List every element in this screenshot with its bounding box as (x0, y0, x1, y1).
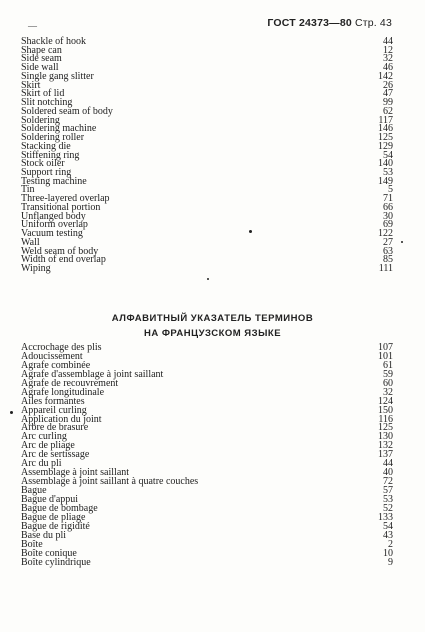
entry-page-number: 54 (383, 520, 393, 532)
index-entry (21, 90, 393, 99)
index-entry (21, 265, 393, 274)
entry-term: Skirt (21, 79, 41, 91)
entry-page-number: 72 (383, 476, 393, 488)
index-entry (21, 134, 393, 143)
entry-term: Agrafe d'assemblage à joint saillant (21, 368, 164, 380)
entry-page-number: 130 (378, 431, 393, 443)
entry-page-number: 27 (383, 236, 393, 248)
entry-page-number: 9 (388, 556, 393, 568)
scan-speck (207, 278, 209, 280)
entry-term: Arc curling (21, 431, 67, 443)
index-entry (21, 105, 393, 117)
entry-page-number: 40 (383, 467, 393, 479)
entry-term: Tin (21, 184, 35, 196)
entry-page-number: 61 (383, 359, 393, 371)
entry-term: Agrafe longitudinale (21, 386, 105, 398)
entry-term: Bague de rigidité (21, 520, 90, 532)
entry-page-number: 132 (378, 440, 393, 452)
entry-page-number: 43 (383, 529, 393, 541)
entry-page-number: 53 (383, 493, 393, 505)
entry-term: Stiffening ring (21, 149, 80, 161)
french-term-index (21, 344, 393, 567)
entry-page-number: 150 (378, 404, 393, 416)
page-header (0, 16, 425, 30)
entry-page-number: 26 (383, 79, 393, 91)
entry-term: Bague d'appui (21, 493, 79, 505)
index-entry (21, 79, 393, 91)
entry-term: Arc de pliage (21, 440, 75, 452)
entry-page-number: 30 (383, 210, 393, 222)
index-entry (21, 529, 393, 541)
entry-page-number: 149 (378, 175, 393, 187)
entry-page-number: 69 (383, 219, 393, 231)
french-index-heading (0, 311, 425, 341)
entry-page-number: 101 (378, 350, 393, 362)
page-number: 43 (379, 17, 392, 29)
header-running-title (267, 16, 392, 30)
entry-page-number: 44 (383, 36, 393, 47)
entry-page-number: 146 (378, 123, 393, 135)
entry-term: Ailes formantes (21, 395, 85, 407)
entry-term: Side wall (21, 62, 59, 74)
entry-term: Agrafe combinée (21, 359, 91, 371)
scan-speck (10, 411, 13, 414)
entry-term: Uniform overlap (21, 219, 88, 231)
entry-term: Transitional portion (21, 201, 101, 213)
entry-page-number: 129 (378, 140, 393, 152)
entry-term: Bague de pliage (21, 511, 86, 523)
index-entry (21, 175, 393, 187)
header-dash-mark: — (28, 21, 37, 31)
entry-term: Assemblage à joint saillant (21, 467, 130, 479)
entry-term: Bague (21, 485, 47, 496)
entry-page-number: 116 (378, 413, 393, 425)
entry-page-number: 142 (378, 70, 393, 82)
index-entry (21, 520, 393, 532)
entry-page-number: 57 (383, 485, 393, 496)
entry-term: Soldered seam of body (21, 105, 113, 117)
entry-page-number: 85 (383, 254, 393, 266)
entry-term: Single gang slitter (21, 70, 94, 82)
entry-page-number: 53 (383, 167, 393, 179)
entry-page-number: 99 (383, 97, 393, 109)
entry-term: Width of end overlap (21, 254, 106, 266)
entry-term: Unflanged body (21, 210, 86, 222)
entry-page-number: 133 (378, 511, 393, 523)
english-term-index (21, 38, 393, 274)
entry-term: Appareil curling (21, 404, 87, 416)
index-entry (21, 556, 393, 568)
entry-page-number: 140 (378, 158, 393, 170)
entry-term: Side seam (21, 53, 62, 65)
entry-term: Arbre de brasure (21, 422, 89, 434)
entry-term: Agrafe de recouvrement (21, 377, 119, 389)
entry-term: Wall (21, 236, 40, 248)
entry-page-number: 66 (383, 201, 393, 213)
entry-page-number: 137 (378, 449, 393, 461)
entry-page-number: 46 (383, 62, 393, 74)
entry-term: Base du pli (21, 529, 66, 541)
entry-term: Support ring (21, 167, 72, 179)
entry-term: Shackle of hook (21, 36, 86, 47)
entry-term: Boîte cylindrique (21, 556, 91, 568)
entry-page-number: 44 (383, 458, 393, 470)
entry-term: Three-layered overlap (21, 193, 110, 205)
entry-term: Slit notching (21, 97, 73, 109)
entry-term: Arc de sertissage (21, 449, 90, 461)
entry-term: Boîte conique (21, 547, 77, 559)
index-entry (21, 44, 393, 56)
index-entry (21, 424, 393, 433)
entry-page-number: 54 (383, 149, 393, 161)
entry-page-number: 12 (383, 44, 393, 56)
entry-page-number: 59 (383, 368, 393, 380)
entry-term: Soldering roller (21, 132, 85, 144)
entry-page-number: 124 (378, 395, 393, 407)
entry-page-number: 63 (383, 245, 393, 257)
entry-page-number: 71 (383, 193, 393, 205)
entry-page-number: 60 (383, 377, 393, 389)
entry-term: Bague de bombage (21, 502, 98, 514)
index-entry (21, 70, 393, 82)
entry-page-number: 122 (378, 228, 393, 240)
entry-page-number: 125 (378, 132, 393, 144)
index-entry (21, 478, 393, 487)
scan-speck (249, 230, 252, 233)
entry-page-number: 2 (388, 538, 393, 550)
index-entry (21, 149, 393, 161)
entry-page-number: 117 (378, 114, 393, 126)
scan-speck (401, 241, 403, 243)
entry-term: Assemblage à joint saillant à quatre couches (21, 476, 199, 488)
entry-page-number: 32 (383, 53, 393, 65)
index-entry (21, 451, 393, 460)
entry-term: Soldering machine (21, 123, 97, 135)
heading-line-1: АЛФАВИТНЫЙ УКАЗАТЕЛЬ ТЕРМИНОВ (111, 313, 314, 324)
entry-term: Skirt of lid (21, 88, 65, 100)
index-entry (21, 38, 393, 47)
index-entry (21, 55, 393, 64)
entry-term: Shape can (21, 44, 62, 56)
entry-term: Stock oiler (21, 158, 65, 170)
index-entry (21, 256, 393, 265)
entry-term: Stacking die (21, 140, 71, 152)
entry-term: Application du joint (21, 413, 102, 425)
entry-term: Arc du pli (21, 458, 62, 470)
standard-code: ГОСТ 24373—80 (267, 17, 352, 29)
entry-term: Soldering (21, 114, 60, 126)
index-entry (21, 433, 393, 442)
entry-page-number: 47 (383, 88, 393, 100)
entry-page-number: 125 (378, 422, 393, 434)
index-entry (21, 230, 393, 239)
index-entry (21, 160, 393, 169)
entry-term: Boîte (21, 538, 43, 550)
entry-term: Testing machine (21, 175, 87, 187)
entry-page-number: 5 (388, 184, 393, 196)
entry-page-number: 52 (383, 502, 393, 514)
entry-term: Adoucissement (21, 350, 83, 362)
page-label: Стр. (354, 17, 377, 29)
entry-term: Vacuum testing (21, 228, 83, 240)
entry-page-number: 107 (378, 342, 393, 353)
entry-term: Weld seam of body (21, 245, 99, 257)
entry-term: Wiping (21, 263, 51, 275)
entry-page-number: 10 (383, 547, 393, 559)
entry-page-number: 111 (378, 263, 393, 275)
heading-line-2: НА ФРАНЦУЗСКОМ ЯЗЫКЕ (143, 328, 282, 339)
entry-page-number: 62 (383, 105, 393, 117)
entry-term: Accrochage des plis (21, 342, 102, 353)
entry-page-number: 32 (383, 386, 393, 398)
